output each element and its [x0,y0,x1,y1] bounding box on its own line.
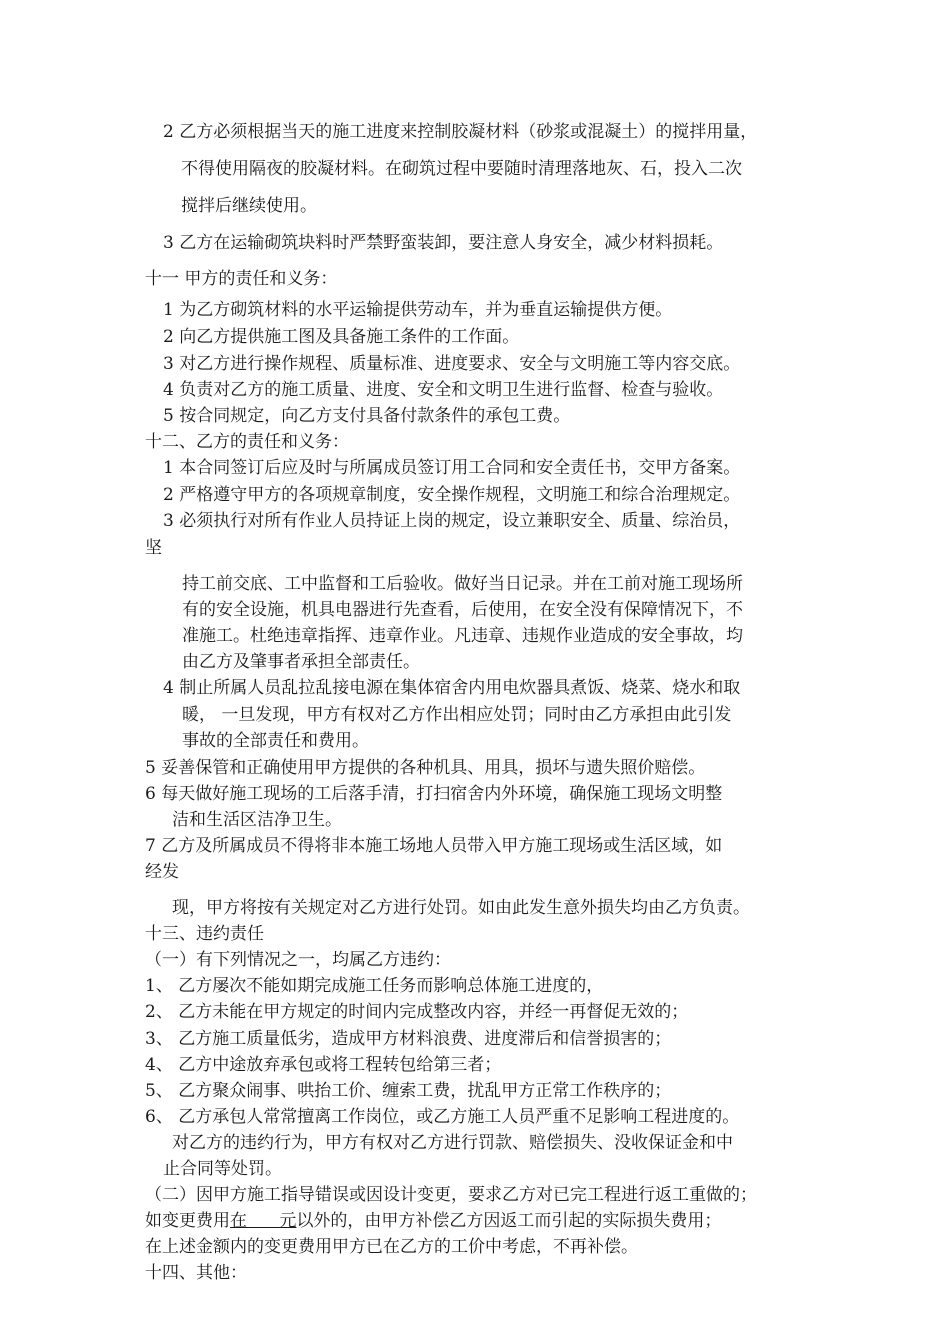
clause-12-4-line-1: 4 制止所属人员乱拉乱接电源在集体宿舍内用电炊器具煮饭、烧菜、烧水和取 [163,678,741,698]
clause-12-3-line-3: 持工前交底、工中监督和工后验收。做好当日记录。并在工前对施工现场所 [182,574,743,594]
clause-11-5: 5 按合同规定，向乙方支付具备付款条件的承包工费。 [163,406,571,426]
clause-12-7-line-2: 经发 [145,862,179,882]
rework-amount-blank: 在 元 [230,1211,297,1231]
penalty-line-1: 对乙方的违约行为，甲方有权对乙方进行罚款、赔偿损失、没收保证金和中 [172,1133,733,1153]
clause-12-7-line-1: 7 乙方及所属成员不得将非本施工场地人员带入甲方施工现场或生活区域，如 [145,836,723,856]
clause-10-3: 3 乙方在运输砌筑块料时严禁野蛮装卸，要注意人身安全，减少材料损耗。 [163,233,724,253]
clause-12-3-line-4: 有的安全设施，机具电器进行先查看，后使用，在安全没有保障情况下，不 [182,600,743,620]
section-13-heading: 十三、违约责任 [145,924,264,944]
clause-10-2-line-2: 不得使用隔夜的胶凝材料。在砌筑过程中要随时清理落地灰、石，投入二次 [181,159,742,179]
rework-cost-line [145,1213,721,1230]
rework-cost-note: 在上述金额内的变更费用甲方已在乙方的工价中考虑，不再补偿。 [145,1237,638,1257]
clause-12-6-line-2: 洁和生活区洁净卫生。 [172,810,342,830]
clause-12-4-line-2: 暖， 一旦发现，甲方有权对乙方作出相应处罚；同时由乙方承担由此引发 [182,705,732,725]
clause-12-6-line-1: 6 每天做好施工现场的工后落手清，打扫宿舍内外环境，确保施工现场文明整 [145,784,723,804]
clause-11-4: 4 负责对乙方的施工质量、进度、安全和文明卫生进行监督、检查与验收。 [163,380,724,400]
clause-12-3-line-6: 由乙方及肇事者承担全部责任。 [182,652,420,672]
clause-11-2: 2 向乙方提供施工图及具备施工条件的工作面。 [163,327,520,347]
breach-item-3: 3、 乙方施工质量低劣，造成甲方材料浪费、进度滞后和信誉损害的； [145,1029,672,1049]
rework-cost-prefix: 如变更费用 [145,1211,230,1231]
section-13-part-2: （二）因甲方施工指导错误或因设计变更，要求乙方对已完工程进行返工重做的； [145,1185,757,1205]
section-13-part-1: （一）有下列情况之一，均属乙方违约： [145,950,451,970]
section-12-heading: 十二、乙方的责任和义务： [145,432,349,452]
section-14-heading: 十四、其他： [145,1263,247,1283]
breach-item-6: 6、 乙方承包人常常擅离工作岗位，或乙方施工人员严重不足影响工程进度的。 [145,1107,740,1127]
clause-11-1: 1 为乙方砌筑材料的水平运输提供劳动车，并为垂直运输提供方便。 [163,300,673,320]
clause-12-7-line-3: 现，甲方将按有关规定对乙方进行处罚。如由此发生意外损失均由乙方负责。 [172,898,750,918]
clause-12-5: 5 妥善保管和正确使用甲方提供的各种机具、用具，损坏与遗失照价赔偿。 [145,758,706,778]
clause-12-4-line-3: 事故的全部责任和费用。 [182,731,369,751]
clause-12-3-line-5: 准施工。杜绝违章指挥、违章作业。凡违章、违规作业造成的安全事故，均 [182,626,743,646]
clause-11-3: 3 对乙方进行操作规程、质量标准、进度要求、安全与文明施工等内容交底。 [163,354,741,374]
breach-item-1: 1、 乙方屡次不能如期完成施工任务而影响总体施工进度的， [145,976,604,996]
clause-10-2-line-3: 搅拌后继续使用。 [181,196,317,216]
clause-12-3-line-2: 坚 [145,538,162,558]
clause-12-1: 1 本合同签订后应及时与所属成员签订用工合同和安全责任书，交甲方备案。 [163,458,741,478]
clause-12-2: 2 严格遵守甲方的各项规章制度，安全操作规程，文明施工和综合治理规定。 [163,485,741,505]
rework-cost-suffix: 以外的，由甲方补偿乙方因返工而引起的实际损失费用； [296,1211,722,1231]
breach-item-4: 4、 乙方中途放弃承包或将工程转包给第三者； [145,1055,502,1075]
breach-item-2: 2、 乙方未能在甲方规定的时间内完成整改内容，并经一再督促无效的； [145,1002,689,1022]
breach-item-5: 5、 乙方聚众闹事、哄抬工价、缠索工费，扰乱甲方正常工作秩序的； [145,1081,672,1101]
penalty-line-2: 止合同等处罚。 [163,1159,282,1179]
clause-12-3-line-1: 3 必须执行对所有作业人员持证上岗的规定，设立兼职安全、质量、综治员， [163,511,741,531]
section-11-heading: 十一 甲方的责任和义务： [145,269,338,289]
clause-10-2-line-1: 2 乙方必须根据当天的施工进度来控制胶凝材料（砂浆或混凝土）的搅拌用量， [163,122,758,142]
